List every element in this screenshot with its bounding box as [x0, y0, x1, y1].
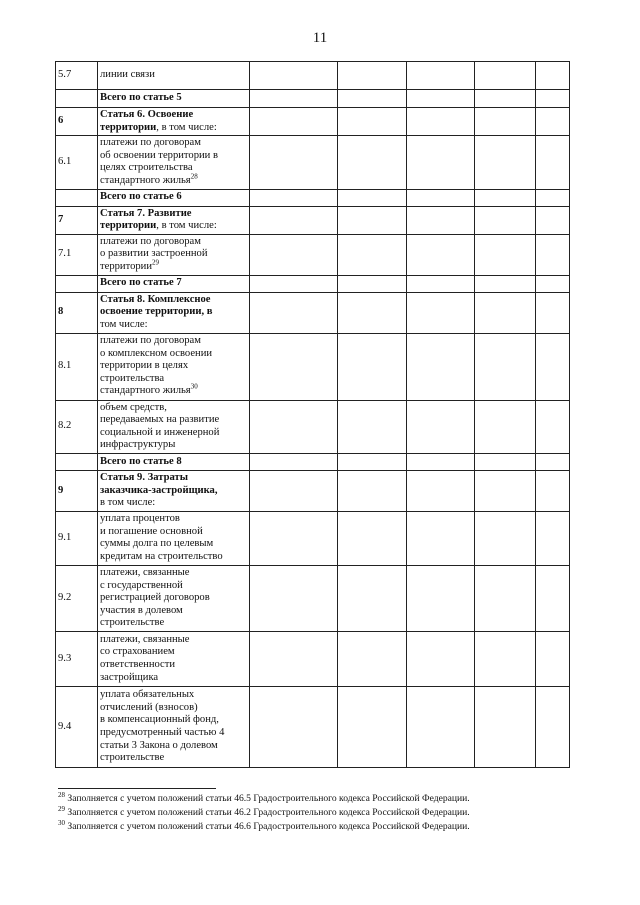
empty-cell: [475, 90, 536, 108]
row-number: [56, 453, 98, 470]
description-line: целях строительства: [100, 162, 193, 174]
empty-cell: [475, 189, 536, 206]
empty-cell: [250, 90, 338, 108]
empty-cell: [250, 686, 338, 767]
empty-cell: [536, 90, 570, 108]
description-line: территории: [100, 220, 157, 232]
empty-cell: [475, 108, 536, 136]
empty-cell: [536, 631, 570, 686]
empty-cell: [250, 62, 338, 90]
empty-cell: [475, 400, 536, 453]
row-description: [98, 136, 250, 189]
description-line: предусмотренный частью 4: [100, 726, 225, 738]
empty-cell: [475, 62, 536, 90]
description-line: в компенсационный фонд,: [100, 714, 219, 726]
row-number: 8: [56, 292, 98, 333]
empty-cell: [536, 234, 570, 275]
row-number: 9.4: [56, 686, 98, 767]
empty-cell: [475, 470, 536, 511]
empty-cell: [338, 62, 407, 90]
empty-cell: [338, 453, 407, 470]
description-line: статьи 3 Закона о долевом: [100, 739, 218, 751]
empty-cell: [475, 453, 536, 470]
row-description: [98, 206, 250, 234]
table-row: [56, 470, 570, 511]
empty-cell: [536, 108, 570, 136]
empty-cell: [407, 686, 475, 767]
description-line: платежи, связанные: [100, 566, 190, 578]
empty-cell: [250, 631, 338, 686]
row-number: 9: [56, 470, 98, 511]
row-description: [98, 189, 250, 206]
row-number: 9.2: [56, 565, 98, 631]
empty-cell: [475, 686, 536, 767]
description-line: территории: [100, 260, 153, 272]
row-description: [98, 62, 250, 90]
description-line: территории в целях: [100, 360, 189, 372]
empty-cell: [407, 136, 475, 189]
description-line: освоение территории, в: [100, 306, 213, 318]
empty-cell: [536, 206, 570, 234]
description-line: Статья 9. Затраты: [100, 472, 188, 484]
empty-cell: [250, 453, 338, 470]
empty-cell: [407, 631, 475, 686]
description-line: инфраструктуры: [100, 439, 176, 451]
footnote-text: Заполняется с учетом положений статьи 46.6 Градостроительного кодекса Российской Федерации.: [65, 821, 470, 832]
row-description: [98, 400, 250, 453]
empty-cell: [338, 90, 407, 108]
footnote-ref: 30: [190, 382, 198, 391]
row-number: 7.1: [56, 234, 98, 275]
description-line: о комплексном освоении: [100, 347, 213, 359]
empty-cell: [338, 470, 407, 511]
empty-cell: [407, 565, 475, 631]
row-number: 9.3: [56, 631, 98, 686]
table-row: [56, 90, 570, 108]
empty-cell: [407, 470, 475, 511]
row-number: 6.1: [56, 136, 98, 189]
table-row: [56, 565, 570, 631]
empty-cell: [338, 333, 407, 400]
table-row: [56, 453, 570, 470]
empty-cell: [250, 189, 338, 206]
empty-cell: [338, 275, 407, 292]
empty-cell: [475, 136, 536, 189]
footnote-ref: 28: [190, 172, 198, 181]
description-line: ответственности: [100, 658, 176, 670]
description-line: уплата процентов: [100, 513, 180, 525]
empty-cell: [536, 136, 570, 189]
page-number: 11: [312, 30, 328, 46]
empty-cell: [536, 62, 570, 90]
row-description: [98, 686, 250, 767]
empty-cell: [338, 631, 407, 686]
description-line: Статья 6. Освоение: [100, 109, 194, 120]
description-line: объем средств,: [100, 401, 167, 413]
description-line: социальной и инженерной: [100, 426, 220, 438]
row-number: 7: [56, 206, 98, 234]
description-line: об освоении территории в: [100, 149, 218, 161]
empty-cell: [536, 565, 570, 631]
description-line: Статья 8. Комплексное: [100, 293, 211, 305]
table-row: [56, 292, 570, 333]
description-line: Всего по статье 6: [100, 191, 182, 203]
empty-cell: [536, 453, 570, 470]
table-row: [56, 400, 570, 453]
empty-cell: [536, 292, 570, 333]
table-row: [56, 189, 570, 206]
description-line: платежи, связанные: [100, 633, 190, 645]
description-line: платежи по договорам: [100, 335, 201, 347]
row-description: [98, 333, 250, 400]
empty-cell: [475, 234, 536, 275]
empty-cell: [536, 189, 570, 206]
row-number: 8.1: [56, 333, 98, 400]
row-description: [98, 108, 250, 136]
row-description: [98, 275, 250, 292]
empty-cell: [407, 400, 475, 453]
footnote-mark: 30: [58, 818, 65, 827]
description-line: стандартного жилья: [100, 174, 191, 186]
empty-cell: [338, 565, 407, 631]
empty-cell: [407, 108, 475, 136]
empty-cell: [250, 565, 338, 631]
empty-cell: [536, 333, 570, 400]
empty-cell: [536, 470, 570, 511]
empty-cell: [250, 400, 338, 453]
description-line: строительстве: [100, 617, 165, 629]
row-description: [98, 453, 250, 470]
description-tail: , в том числе:: [156, 121, 217, 133]
empty-cell: [407, 333, 475, 400]
table-row: [56, 234, 570, 275]
description-line: строительства: [100, 372, 165, 384]
empty-cell: [250, 511, 338, 565]
empty-cell: [475, 511, 536, 565]
row-number: 6: [56, 108, 98, 136]
table-row: [56, 275, 570, 292]
empty-cell: [250, 470, 338, 511]
table-row: [56, 136, 570, 189]
description-line: Статья 7. Развитие: [100, 207, 192, 219]
description-line: платежи по договорам: [100, 235, 201, 247]
row-description: [98, 631, 250, 686]
empty-cell: [250, 206, 338, 234]
empty-cell: [338, 189, 407, 206]
empty-cell: [338, 108, 407, 136]
row-description: [98, 90, 250, 108]
empty-cell: [338, 400, 407, 453]
row-number: 8.2: [56, 400, 98, 453]
row-number: [56, 189, 98, 206]
empty-cell: [250, 234, 338, 275]
description-line: кредитам на строительство: [100, 551, 223, 562]
empty-cell: [407, 206, 475, 234]
empty-cell: [536, 511, 570, 565]
empty-cell: [407, 90, 475, 108]
row-number: [56, 90, 98, 108]
description-line: платежи по договорам: [100, 137, 201, 149]
empty-cell: [475, 206, 536, 234]
description-line: суммы долга по целевым: [100, 538, 214, 550]
empty-cell: [250, 108, 338, 136]
footnote-mark: 29: [58, 804, 65, 813]
row-description: [98, 234, 250, 275]
row-description: [98, 565, 250, 631]
description-line: уплата обязательных: [100, 689, 195, 701]
description-line: территории: [100, 121, 157, 133]
empty-cell: [407, 453, 475, 470]
description-line: Всего по статье 5: [100, 92, 182, 104]
empty-cell: [250, 136, 338, 189]
description-line: отчислений (взносов): [100, 701, 198, 713]
description-line: застройщика: [100, 671, 159, 683]
empty-cell: [407, 62, 475, 90]
empty-cell: [475, 631, 536, 686]
empty-cell: [407, 511, 475, 565]
empty-cell: [338, 686, 407, 767]
empty-cell: [338, 292, 407, 333]
footnote-mark: 28: [58, 790, 65, 799]
empty-cell: [407, 275, 475, 292]
description-line: Всего по статье 7: [100, 277, 182, 289]
description-line: передаваемых на развитие: [100, 414, 220, 426]
empty-cell: [536, 400, 570, 453]
footnote-text: Заполняется с учетом положений статьи 46.2 Градостроительного кодекса Российской Федерации.: [65, 807, 470, 818]
footnotes: [58, 792, 578, 834]
footnote-separator: [58, 788, 216, 789]
empty-cell: [475, 292, 536, 333]
empty-cell: [407, 292, 475, 333]
empty-cell: [536, 275, 570, 292]
empty-cell: [536, 686, 570, 767]
empty-cell: [407, 234, 475, 275]
footnote-text: Заполняется с учетом положений статьи 46.5 Градостроительного кодекса Российской Федерации.: [65, 793, 470, 804]
table-row: [56, 511, 570, 565]
description-line: о развитии застроенной: [100, 248, 208, 260]
row-number: [56, 275, 98, 292]
description-line: строительстве: [100, 752, 165, 764]
description-tail: том числе:: [100, 318, 148, 330]
description-line: линии связи: [100, 69, 155, 81]
description-line: с государственной: [100, 579, 183, 591]
empty-cell: [338, 511, 407, 565]
empty-cell: [250, 275, 338, 292]
description-tail: , в том числе:: [156, 220, 217, 232]
budget-table: [55, 61, 570, 768]
empty-cell: [250, 333, 338, 400]
footnote: [58, 806, 578, 820]
empty-cell: [407, 189, 475, 206]
description-tail: в том числе:: [100, 497, 156, 509]
description-line: заказчика-застройщика,: [100, 484, 218, 496]
table-row: [56, 206, 570, 234]
description-line: Всего по статье 8: [100, 455, 182, 467]
table-row: [56, 333, 570, 400]
table-row: [56, 108, 570, 136]
footnote: [58, 792, 578, 806]
table-row: [56, 686, 570, 767]
row-number: 9.1: [56, 511, 98, 565]
empty-cell: [475, 275, 536, 292]
row-description: [98, 470, 250, 511]
table-row: [56, 62, 570, 90]
description-line: участия в долевом: [100, 604, 183, 616]
empty-cell: [338, 136, 407, 189]
table-row: [56, 631, 570, 686]
description-line: регистрацией договоров: [100, 592, 210, 604]
row-number: 5.7: [56, 62, 98, 90]
description-line: и погашение основной: [100, 525, 203, 537]
description-line: со страхованием: [100, 646, 175, 658]
empty-cell: [250, 292, 338, 333]
empty-cell: [475, 333, 536, 400]
footnote: [58, 820, 578, 834]
empty-cell: [475, 565, 536, 631]
row-description: [98, 292, 250, 333]
footnote-ref: 29: [152, 258, 160, 267]
description-line: стандартного жилья: [100, 385, 191, 397]
empty-cell: [338, 234, 407, 275]
empty-cell: [338, 206, 407, 234]
row-description: [98, 511, 250, 565]
